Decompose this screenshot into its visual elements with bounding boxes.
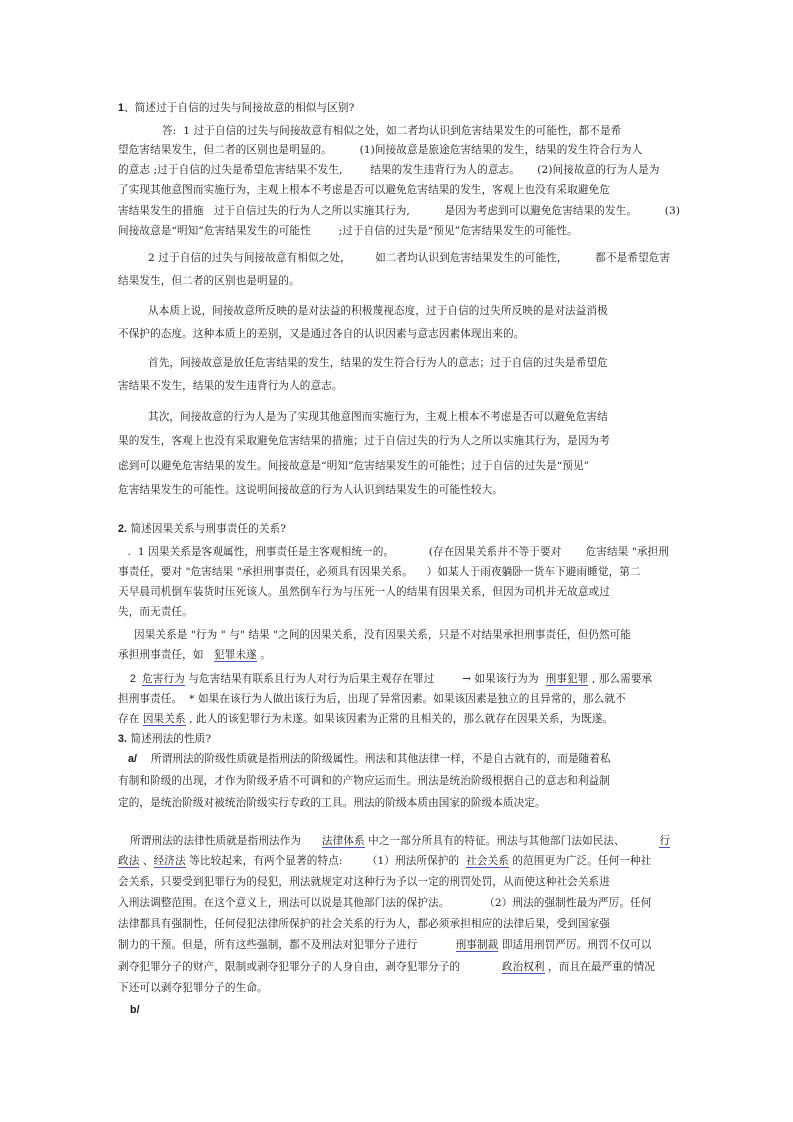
q2-answer-line: 失，而无责任。 <box>118 606 193 618</box>
q1-answer-line: 答: 1 过于自信的过失与间接故意有相似之处，如二者均认识到危害结果发生的可能性，都不是希 <box>162 125 622 137</box>
q3-a-line: a/ 所谓刑法的阶级性质就是指刑法的阶级属性。刑法和其他法律一样，不是自古就有的，而是随着私 <box>128 753 611 765</box>
q1-answer-line: 害结果发生的措施 过于自信过失的行为人之所以实施其行为, 是因为考虑到可以避免危害结果的发生。 (3) <box>118 205 681 217</box>
question-2-heading: 2. 简述因果关系与刑事责任的关系? <box>118 523 287 535</box>
q2-answer-line: 承担刑事责任，如 犯罪未遂 。 <box>118 649 271 661</box>
q3-p-line: 入刑法调整范围。在这个意义上，刑法可以说是其他部门法的保护法。 （2）刑法的强制性最为严厉。任何 <box>118 897 652 909</box>
link-weihai-xingwei[interactable]: 危害行为 <box>142 673 185 685</box>
link-fanzui-weisui[interactable]: 犯罪未遂 <box>213 649 257 661</box>
q2-answer-line: 因果关系是 "行为 " 与" 结果 "之间的因果关系，没有因果关系，只是不对结果承担刑事责任，但仍然可能 <box>134 629 632 641</box>
q3-a-line: 有制和阶级的出现，才作为阶级矛盾不可调和的产物应运而生。刑法是统治阶级根据自己的意志和利益制 <box>118 775 610 787</box>
q1-answer-line: 结果发生，但二者的区别也是明显的。 <box>118 275 300 287</box>
q3-p-line: 法律都具有强制性，任何侵犯法律所保护的社会关系的行为人，都必须承担相应的法律后果，受到国家强 <box>118 918 610 930</box>
link-xingzhengfa-part2[interactable]: 政法 <box>118 855 140 867</box>
q1-answer-line: 危害结果发生的可能性。这说明间接故意的行为人认识到结果发生的可能性较大。 <box>118 484 503 496</box>
link-xingzhengfa-part1[interactable]: 行 <box>659 835 671 847</box>
q1-answer-line: 不保护的态度。这种本质上的差别，又是通过各自的认识因素与意志因素体现出来的。 <box>118 328 525 340</box>
q2-answer-line: 担刑事责任。 * 如果在该行为人做出该行为后，出现了异常因素。如果该因素是独立的且异常的，那么就不 <box>118 693 626 705</box>
b-label: b/ <box>130 1004 140 1016</box>
link-zhengzhi-quanli[interactable]: 政治权利 <box>501 961 545 973</box>
q1-answer-line: 的意志 ;过于自信的过失是希望危害结果不发生, 结果的发生违背行为人的意志。 (2)间接故意的行为人是为 <box>118 164 660 176</box>
q2-answer-line: 事责任，要对 "危害结果 "承担刑事责任，必须具有因果关系。 ）如某人于雨夜躺卧一货车下避雨睡觉，第二 <box>118 566 641 578</box>
q1-answer-line: 虑到可以避免危害结果的发生。间接故意是“明知”危害结果发生的可能性；过于自信的过失是“预见” <box>118 460 590 472</box>
q2-answer-line: 存在 因果关系 , 此人的该犯罪行为未遂。如果该因素为正常的且相关的，那么就存在因果关系，为既遂。 <box>118 713 614 725</box>
q1-answer-line: 从本质上说，间接故意所反映的是对法益的积极蔑视态度，过于自信的过失所反映的是对法益消极 <box>148 305 608 317</box>
q3-p-line: 所谓刑法的法律性质就是指刑法作为 法律体系 中之一部分所具有的特征。刑法与其他部门法如民法、 行 <box>130 835 671 847</box>
q3-a-line: 定的，是统治阶级对被统治阶级实行专政的工具。刑法的阶级本质由国家的阶级本质决定。 <box>118 797 546 809</box>
q3-p-line: 下还可以剥夺犯罪分子的生命。 <box>118 982 268 994</box>
question-3-heading: 3. 简述刑法的性质? <box>118 733 212 745</box>
q3-p-line: 会关系，只要受到犯罪行为的侵犯，刑法就规定对这种行为予以一定的刑罚处罚，从而使这种社会关系进 <box>118 876 610 888</box>
q1-answer-line: 其次，间接故意的行为人是为了实现其他意图而实施行为，主观上根本不考虑是否可以避免危害结 <box>148 411 608 423</box>
q1-answer-line: 望危害结果发生，但二者的区别也是明显的。 (1)间接故意是旅途危害结果的发生，结果的发生符合行为人 <box>118 144 643 156</box>
question-1-heading: 1、简述过于自信的过失与间接故意的相似与区别? <box>118 102 355 114</box>
q1-answer-line: 害结果不发生，结果的发生违背行为人的意志。 <box>118 380 343 392</box>
q2-answer-line: 2 危害行为 与危害结果有联系且行为人对行为后果主观存在罪过 → 如果该行为为 刑事犯罪 , 那么需要承 <box>130 673 653 685</box>
link-jingjifa[interactable]: 经济法 <box>153 855 186 867</box>
q1-answer-line: 间接故意是“明知”危害结果发生的可能性 ;过于自信的过失是“预见”危害结果发生的可能性。 <box>118 225 578 237</box>
link-xingshi-fanzui[interactable]: 刑事犯罪 <box>545 673 589 685</box>
q3-p-line: 制力的干预。但是，所有这些强制，都不及刑法对犯罪分子进行 刑事制裁 即适用刑罚严厉。刑罚不仅可以 <box>118 939 652 951</box>
a-label: a/ <box>128 753 138 765</box>
q1-answer-line: 了实现其他意图而实施行为，主观上根本不考虑是否可以避免危害结果的发生，客观上也没有采取避免危 <box>118 184 610 196</box>
q1-answer-line: 2 过于自信的过失与间接故意有相似之处， 如二者均认识到危害结果发生的可能性， 都不是希望危害 <box>148 252 671 264</box>
link-shehui-guanxi[interactable]: 社会关系 <box>466 855 509 867</box>
link-xingshi-zhicai[interactable]: 刑事制裁 <box>455 939 499 951</box>
q2-answer-line: 天早晨司机倒车装货时压死该人。虽然倒车行为与压死一人的结果有因果关系，但因为司机并无故意或过 <box>118 586 610 598</box>
q2-answer-line: . 1 因果关系是客观属性，刑事责任是主客观相统一的。 (存在因果关系并不等于要对 危害结果 "承担刑 <box>124 546 669 558</box>
link-falv-tixi[interactable]: 法律体系 <box>321 835 365 847</box>
q3-p-line: 剥夺犯罪分子的财产，限制或剥夺犯罪分子的人身自由，剥夺犯罪分子的 政治权利 ，而且在最严重的情况 <box>118 961 655 973</box>
q1-answer-line: 首先，间接故意是放任危害结果的发生，结果的发生符合行为人的意志；过于自信的过失是希望危 <box>148 357 608 369</box>
q3-p-line: 政法 、经济法 等比较起来，有两个显著的特点: （1）刑法所保护的 社会关系 的范围更为广泛。任何一种社 <box>118 855 652 867</box>
q1-answer-line: 果的发生，客观上也没有采取避免危害结果的措施；过于自信过失的行为人之所以实施其行为，是因为考 <box>118 435 610 447</box>
link-yinguo-guanxi[interactable]: 因果关系 <box>142 713 186 725</box>
